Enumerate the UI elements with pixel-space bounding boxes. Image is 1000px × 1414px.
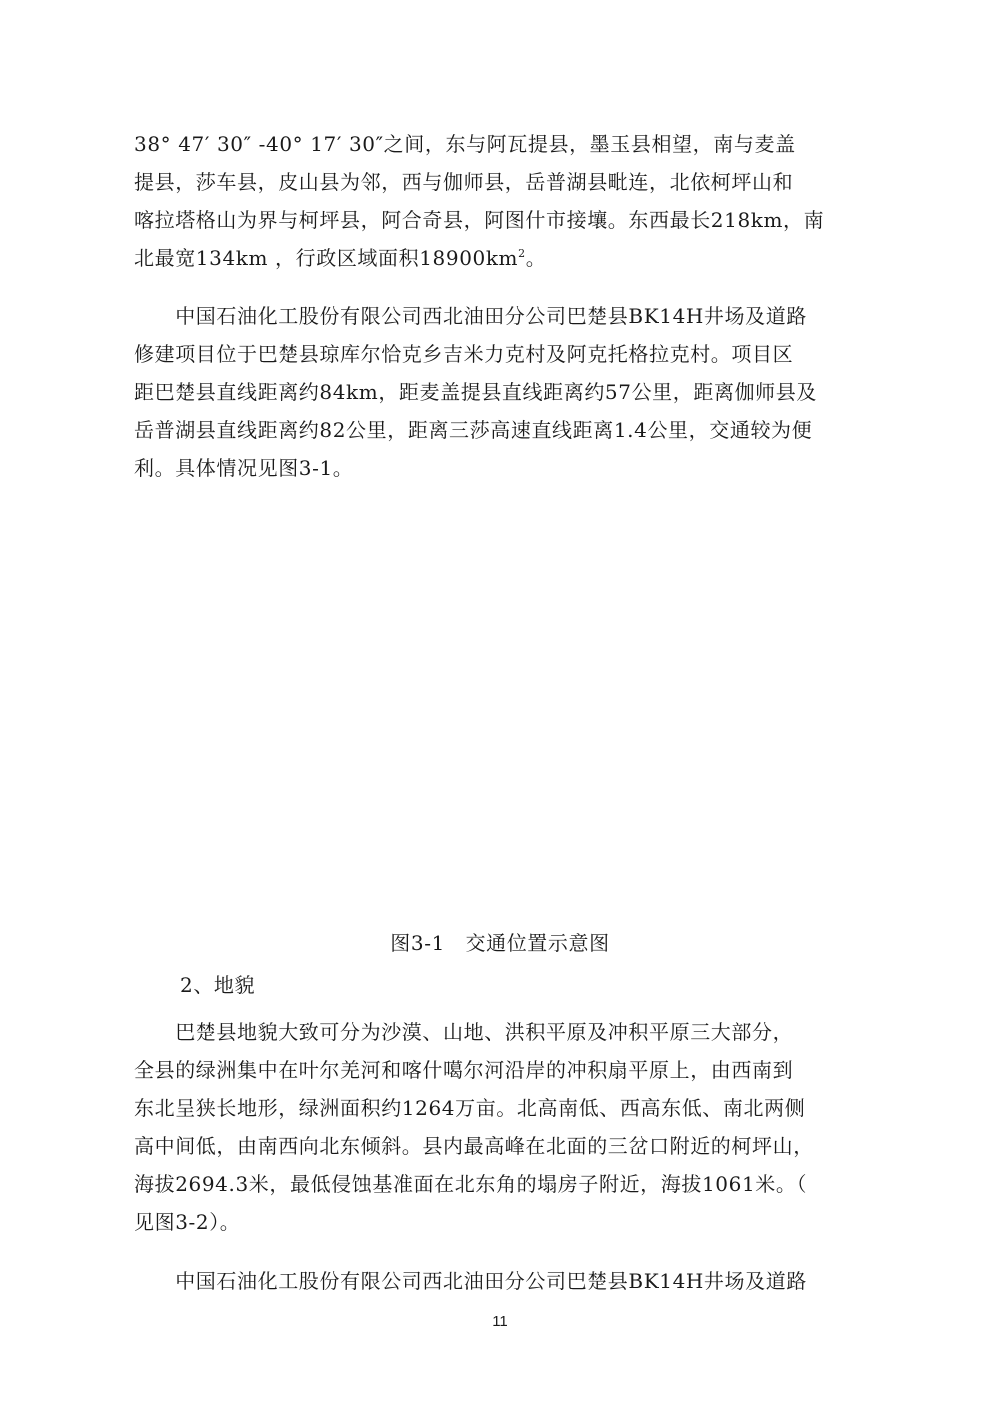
text-line: 中国石油化工股份有限公司西北油田分公司巴楚县BK14H井场及道路 <box>134 304 807 328</box>
text-line-with-superscript <box>134 239 896 277</box>
paragraph-project-location <box>134 297 896 487</box>
figure-placeholder <box>134 505 896 905</box>
text-line: 喀拉塔格山为界与柯坪县，阿合奇县，阿图什市接壤。东西最长218km，南 <box>134 208 825 232</box>
superscript: 2 <box>518 247 526 260</box>
text-line: 中国石油化工股份有限公司西北油田分公司巴楚县BK14H井场及道路 <box>134 1269 807 1293</box>
text-line: 距巴楚县直线距离约84km，距麦盖提县直线距离约57公里，距离伽师县及 <box>134 380 817 404</box>
text-line: 岳普湖县直线距离约82公里，距离三莎高速直线距离1.4公里，交通较为便 <box>134 418 813 442</box>
text-fragment: 北最宽134km ，行政区域面积18900km <box>134 246 519 270</box>
section-heading: 2、地貌 <box>180 973 256 997</box>
text-line: 东北呈狭长地形，绿洲面积约1264万亩。北高南低、西高东低、南北两侧 <box>134 1096 806 1120</box>
page-number: 11 <box>492 1313 508 1330</box>
paragraph-location <box>134 125 896 277</box>
text-line: 38° 47′ 30″ -40° 17′ 30″之间，东与阿瓦提县，墨玉县相望，南与麦盖 <box>134 132 796 156</box>
text-line: 利。具体情况见图3-1。 <box>134 456 354 480</box>
text-line: 海拔2694.3米，最低侵蚀基准面在北东角的塌房子附近，海拔1061米。（ <box>134 1172 808 1196</box>
text-line: 巴楚县地貌大致可分为沙漠、山地、洪积平原及冲积平原三大部分， <box>134 1020 794 1044</box>
text-line: 见图3-2）。 <box>134 1210 241 1234</box>
text-fragment: 。 <box>525 246 547 270</box>
figure-caption: 图3-1 交通位置示意图 <box>390 931 610 955</box>
text-line: 修建项目位于巴楚县琼库尔恰克乡吉米力克村及阿克托格拉克村。项目区 <box>134 342 794 366</box>
text-line: 全县的绿洲集中在叶尔羌河和喀什噶尔河沿岸的冲积扇平原上，由西南到 <box>134 1058 794 1082</box>
paragraph-landform <box>134 1013 896 1241</box>
text-line: 提县，莎车县，皮山县为邻，西与伽师县，岳普湖县毗连，北依柯坪山和 <box>134 170 794 194</box>
text-line: 高中间低，由南西向北东倾斜。县内最高峰在北面的三岔口附近的柯坪山， <box>134 1134 814 1158</box>
paragraph-project-continued <box>134 1262 896 1300</box>
